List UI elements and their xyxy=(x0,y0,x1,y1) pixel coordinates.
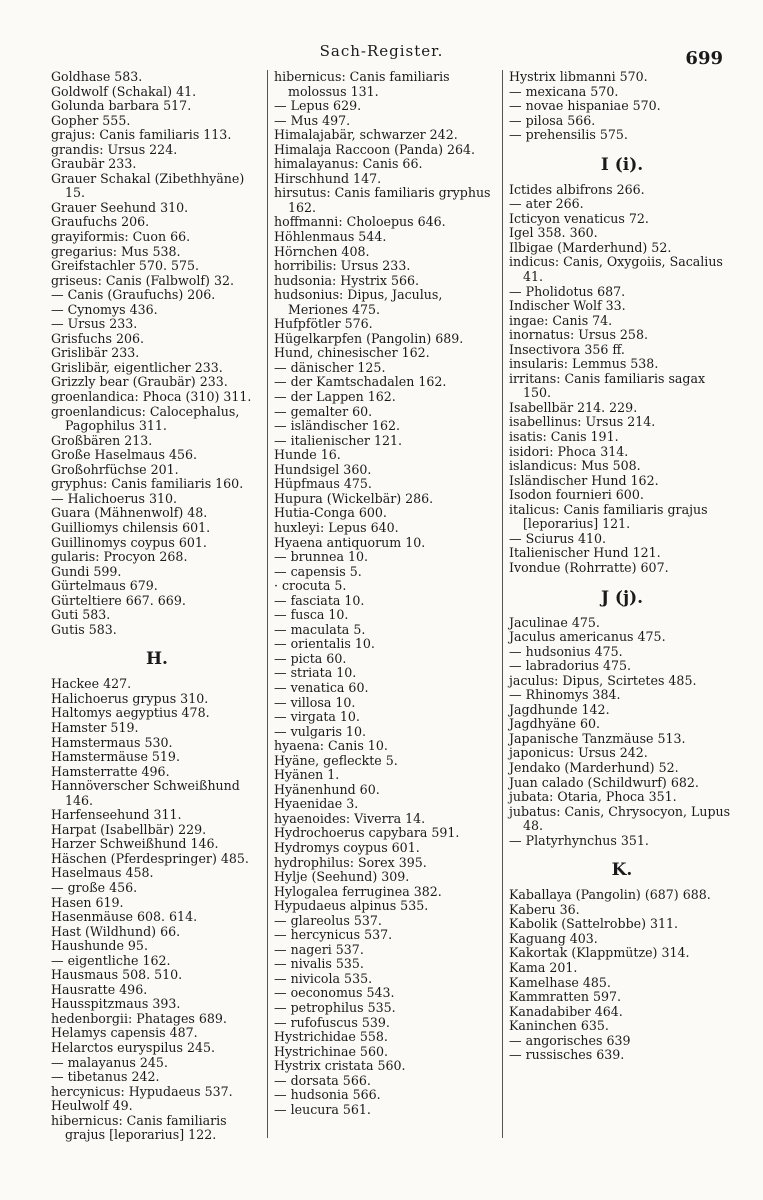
index-entry: — isländischer 162. xyxy=(274,418,400,434)
index-entry: Jaculinae 475. xyxy=(509,614,600,630)
index-entry: Hannöverscher Schweißhund 146. xyxy=(51,778,240,808)
index-entry: — pilosa 566. xyxy=(509,112,596,128)
index-entry: — labradorius 475. xyxy=(509,658,632,674)
index-entry: — oeconomus 543. xyxy=(274,985,395,1001)
section-heading: J (j). xyxy=(600,587,644,608)
index-entry: Hamster 519. xyxy=(51,719,139,735)
index-entry: Kanadabiber 464. xyxy=(509,1003,623,1019)
index-entry: italicus: Canis familiaris grajus [leporarius] 121. xyxy=(509,501,708,532)
index-entry: Gürteltiere 667. 669. xyxy=(51,592,186,608)
index-entry: Grauer Seehund 310. xyxy=(51,199,189,215)
index-entry: — große 456. xyxy=(51,879,138,895)
index-entry: — nivalis 535. xyxy=(274,956,364,972)
index-entry: — italienischer 121. xyxy=(274,432,402,448)
index-entry: Goldwolf (Schakal) 41. xyxy=(51,83,197,99)
index-entry: Indischer Wolf 33. xyxy=(509,298,626,314)
index-entry: Insectivora 356 ff. xyxy=(509,341,625,357)
index-entry: — gemalter 60. xyxy=(274,403,373,419)
index-entry: isabellinus: Ursus 214. xyxy=(509,414,656,430)
index-entry: hercynicus: Hypudaeus 537. xyxy=(51,1083,233,1099)
index-entry: — hudsonius 475. xyxy=(509,643,623,659)
index-entry: Großohrfüchse 201. xyxy=(51,461,179,477)
index-entry: — glareolus 537. xyxy=(274,912,382,928)
index-entry: — der Kamtschadalen 162. xyxy=(274,374,447,390)
index-entry: Harzer Schweißhund 146. xyxy=(51,836,219,852)
index-entry: — malayanus 245. xyxy=(51,1054,168,1070)
index-entry: Grisfuchs 206. xyxy=(51,330,145,346)
index-entry: — Pholidotus 687. xyxy=(509,283,626,299)
index-entry: himalayanus: Canis 66. xyxy=(274,156,423,172)
index-entry: Hügelkarpfen (Pangolin) 689. xyxy=(274,330,464,346)
index-entry: Hirschhund 147. xyxy=(274,170,382,186)
index-entry: ingae: Canis 74. xyxy=(509,312,613,328)
index-entry: Igel 358. 360. xyxy=(509,225,598,241)
index-entry: — fusca 10. xyxy=(274,607,349,623)
index-entry: Ictides albifrons 266. xyxy=(509,181,645,197)
index-entry: Hydrochoerus capybara 591. xyxy=(274,825,460,841)
index-entry: Greifstachler 570. 575. xyxy=(51,258,200,274)
index-entry: Icticyon venaticus 72. xyxy=(509,210,649,226)
index-entry: — picta 60. xyxy=(274,650,347,666)
index-entry: — rufofuscus 539. xyxy=(274,1014,390,1030)
index-entry: Kamelhase 485. xyxy=(509,974,611,990)
index-entry: — petrophilus 535. xyxy=(274,1000,396,1015)
index-entry: grajus: Canis familiaris 113. xyxy=(51,127,232,143)
index-entry: islandicus: Mus 508. xyxy=(509,458,641,474)
index-entry: Hystrix libmanni 570. xyxy=(509,69,648,84)
index-entry: Kaberu 36. xyxy=(509,901,580,917)
index-entry: Hundsigel 360. xyxy=(274,461,372,477)
index-entry: jaculus: Dipus, Scirtetes 485. xyxy=(509,672,697,688)
index-entry: Grislibär 233. xyxy=(51,345,140,361)
index-entry: hoffmanni: Choloepus 646. xyxy=(274,214,446,230)
index-entry: — mexicana 570. xyxy=(509,83,619,99)
index-entry: Große Haselmaus 456. xyxy=(51,447,198,463)
index-entry: Heulwolf 49. xyxy=(51,1098,133,1114)
index-entry: — venatica 60. xyxy=(274,679,369,695)
index-entry: insularis: Lemmus 538. xyxy=(509,356,659,372)
index-entry: — prehensilis 575. xyxy=(509,127,628,143)
index-entry: Hyaena antiquorum 10. xyxy=(274,534,426,550)
index-entry: Hüpfmaus 475. xyxy=(274,476,372,492)
index-entry: — angorisches 639 xyxy=(509,1032,631,1048)
index-entry: Kaninchen 635. xyxy=(509,1018,609,1034)
index-entry: gregarius: Mus 538. xyxy=(51,243,181,259)
index-entry: — russisches 639. xyxy=(509,1047,625,1063)
index-entry: hydrophilus: Sorex 395. xyxy=(274,854,427,870)
index-entry: — der Lappen 162. xyxy=(274,389,396,405)
index-entry: Hylje (Seehund) 309. xyxy=(274,869,410,885)
index-entry: Hystrix cristata 560. xyxy=(274,1058,406,1074)
index-entry: Juan calado (Schildwurf) 682. xyxy=(509,774,699,790)
index-entry: Himalaja Raccoon (Panda) 264. xyxy=(274,141,476,157)
index-entry: — vulgaris 10. xyxy=(274,723,366,739)
index-entry: Hyäne, gefleckte 5. xyxy=(274,752,398,768)
index-entry: Helamys capensis 487. xyxy=(51,1025,198,1041)
index-entry: — Mus 497. xyxy=(274,112,351,128)
index-entry: — dorsata 566. xyxy=(274,1072,371,1088)
index-entry: hudsonius: Dipus, Jaculus, Meriones 475. xyxy=(274,287,443,317)
index-entry: jubata: Otaria, Phoca 351. xyxy=(509,789,677,805)
index-entry: Haltomys aegyptius 478. xyxy=(51,705,210,721)
index-entry: — Ursus 233. xyxy=(51,316,138,332)
page-header xyxy=(0,40,763,69)
index-entry: Goldhase 583. xyxy=(51,69,143,84)
index-entry: — Cynomys 436. xyxy=(51,301,158,317)
index-entry: Großbären 213. xyxy=(51,432,153,448)
index-column-2 xyxy=(274,70,498,1117)
index-entry: Hamstermaus 530. xyxy=(51,734,173,750)
index-entry: — fasciata 10. xyxy=(274,592,365,608)
index-entry: jubatus: Canis, Chrysocyon, Lupus 48. xyxy=(509,803,731,834)
index-entry: — Platyrhynchus 351. xyxy=(509,832,649,848)
index-column-3 xyxy=(509,70,735,1063)
index-entry: Hasen 619. xyxy=(51,894,124,910)
section-heading: H. xyxy=(146,649,168,670)
index-entry: · crocuta 5. xyxy=(274,578,347,594)
index-entry: — dänischer 125. xyxy=(274,359,386,375)
index-entry: hibernicus: Canis familiaris molossus 131. xyxy=(274,69,450,99)
index-entry: Höhlenmaus 544. xyxy=(274,229,387,245)
index-entry: Hystrichidae 558. xyxy=(274,1029,388,1045)
index-entry: — tibetanus 242. xyxy=(51,1069,160,1085)
index-entry: Himalajabär, schwarzer 242. xyxy=(274,127,458,143)
index-entry: Gundi 599. xyxy=(51,563,122,579)
index-entry: — hercynicus 537. xyxy=(274,927,393,943)
index-entry: — Lepus 629. xyxy=(274,98,362,114)
index-entry: Helarctos euryspilus 245. xyxy=(51,1040,216,1055)
index-entry: Hamstermäuse 519. xyxy=(51,749,180,765)
index-entry: hibernicus: Canis familiaris grajus [leporarius] 122. xyxy=(51,1112,227,1143)
index-entry: Hypudaeus alpinus 535. xyxy=(274,898,429,914)
index-entry: Ivondue (Rohrratte) 607. xyxy=(509,559,669,575)
index-entry: Hast (Wildhund) 66. xyxy=(51,923,181,939)
index-entry: hyaena: Canis 10. xyxy=(274,738,388,754)
index-entry: — orientalis 10. xyxy=(274,636,375,652)
index-entry: — striata 10. xyxy=(274,665,357,681)
index-entry: Hausratte 496. xyxy=(51,981,148,997)
index-entry: Kakortak (Klappmütze) 314. xyxy=(509,945,690,961)
index-entry: Hausspitzmaus 393. xyxy=(51,996,181,1012)
index-entry: indicus: Canis, Oxygoiis, Sacalius 41. xyxy=(509,254,723,285)
index-entry: Isodon fournieri 600. xyxy=(509,487,644,503)
index-entry: irritans: Canis familiaris sagax 150. xyxy=(509,370,706,401)
index-entry: Grislibär, eigentlicher 233. xyxy=(51,359,223,375)
index-entry: Kabolik (Sattelrobbe) 311. xyxy=(509,916,679,932)
index-entry: — nivicola 535. xyxy=(274,970,373,986)
index-entry: grandis: Ursus 224. xyxy=(51,141,178,157)
index-entry: Grizzly bear (Graubär) 233. xyxy=(51,374,228,390)
index-entry: Halichoerus grypus 310. xyxy=(51,690,209,706)
index-entry: Gopher 555. xyxy=(51,112,131,128)
index-entry: — nageri 537. xyxy=(274,941,364,957)
index-entry: Harpat (Isabellbär) 229. xyxy=(51,821,207,837)
index-entry: Kaballaya (Pangolin) (687) 688. xyxy=(509,887,711,903)
index-entry: gryphus: Canis familiaris 160. xyxy=(51,476,244,492)
index-entry: — brunnea 10. xyxy=(274,549,369,565)
index-entry: Hupura (Wickelbär) 286. xyxy=(274,490,434,506)
index-entry: Hausmaus 508. 510. xyxy=(51,967,183,983)
index-entry: Graufuchs 206. xyxy=(51,214,150,230)
index-entry: Hutia-Conga 600. xyxy=(274,505,387,521)
index-entry: Haselmaus 458. xyxy=(51,865,154,881)
index-entry: Guti 583. xyxy=(51,607,111,623)
index-entry: Hyänenhund 60. xyxy=(274,781,380,797)
index-entry: Jagdhyäne 60. xyxy=(509,716,601,732)
index-entry: Hamsterratte 496. xyxy=(51,763,170,779)
index-entry: — virgata 10. xyxy=(274,709,360,725)
index-entry: Kama 201. xyxy=(509,959,578,975)
index-entry: — ater 266. xyxy=(509,196,584,212)
index-entry: Hunde 16. xyxy=(274,447,341,463)
section-heading: I (i). xyxy=(600,154,644,175)
index-entry: — Canis (Graufuchs) 206. xyxy=(51,287,216,303)
index-entry: hedenborgii: Phatages 689. xyxy=(51,1010,227,1026)
index-entry: Ilbigae (Marderhund) 52. xyxy=(509,239,672,255)
index-entry: Jaculus americanus 475. xyxy=(509,629,666,645)
index-entry: Isabellbär 214. 229. xyxy=(509,399,638,415)
index-entry: — Sciurus 410. xyxy=(509,530,607,546)
index-entry: Hydromys coypus 601. xyxy=(274,839,420,855)
index-entry: Japanische Tanzmäuse 513. xyxy=(509,730,686,746)
index-entry: Hylogalea ferruginea 382. xyxy=(274,883,442,899)
page-number: 699 xyxy=(685,48,723,69)
index-entry: Graubär 233. xyxy=(51,156,137,172)
index-entry: Hasenmäuse 608. 614. xyxy=(51,909,198,925)
index-column-1 xyxy=(51,70,263,1143)
index-entry: gularis: Procyon 268. xyxy=(51,549,188,565)
section-heading: K. xyxy=(611,860,633,881)
index-entry: horribilis: Ursus 233. xyxy=(274,258,411,274)
index-entry: Grauer Schakal (Zibethhyäne) 15. xyxy=(51,170,245,201)
index-entry: Hörnchen 408. xyxy=(274,243,370,259)
index-entry: Golunda barbara 517. xyxy=(51,98,192,114)
running-title: Sach-Register. xyxy=(319,42,444,60)
index-entry: japonicus: Ursus 242. xyxy=(509,745,648,761)
index-entry: — villosa 10. xyxy=(274,694,356,710)
index-entry: Guillinomys coypus 601. xyxy=(51,534,207,550)
index-entry: — novae hispaniae 570. xyxy=(509,98,661,114)
index-entry: Hystrichinae 560. xyxy=(274,1043,388,1059)
index-entry: grayiformis: Cuon 66. xyxy=(51,229,191,245)
index-entry: Hufpfötler 576. xyxy=(274,316,373,332)
index-entry: isatis: Canis 191. xyxy=(509,429,619,445)
index-entry: Hackee 427. xyxy=(51,676,132,692)
index-entry: Harfenseehund 311. xyxy=(51,807,182,823)
index-entry: Hyaenidae 3. xyxy=(274,796,359,812)
index-entry: Guara (Mähnenwolf) 48. xyxy=(51,505,208,521)
index-entry: groenlandica: Phoca (310) 311. xyxy=(51,389,252,405)
index-entry: Gürtelmaus 679. xyxy=(51,578,158,594)
index-entry: griseus: Canis (Falbwolf) 32. xyxy=(51,272,234,288)
index-entry: Kammratten 597. xyxy=(509,989,622,1005)
index-entry: hyaenoides: Viverra 14. xyxy=(274,810,426,826)
index-entry: Gutis 583. xyxy=(51,621,117,637)
index-entry: Kaguang 403. xyxy=(509,930,598,946)
index-entry: — eigentliche 162. xyxy=(51,952,171,968)
index-entry: Isländischer Hund 162. xyxy=(509,472,659,488)
index-entry: Jagdhunde 142. xyxy=(509,701,610,717)
index-entry: groenlandicus: Calocephalus, Pagophilus 311. xyxy=(51,403,240,434)
index-entry: — leucura 561. xyxy=(274,1101,371,1117)
index-entry: Guilliomys chilensis 601. xyxy=(51,519,211,535)
index-entry: — hudsonia 566. xyxy=(274,1087,381,1103)
index-entry: inornatus: Ursus 258. xyxy=(509,327,648,343)
index-entry: — Halichoerus 310. xyxy=(51,490,177,506)
index-entry: Italienischer Hund 121. xyxy=(509,545,661,561)
index-entry: — maculata 5. xyxy=(274,621,366,637)
index-entry: Jendako (Marderhund) 52. xyxy=(509,759,679,775)
column-divider xyxy=(267,70,268,1138)
index-entry: huxleyi: Lepus 640. xyxy=(274,519,399,535)
index-entry: hudsonia: Hystrix 566. xyxy=(274,272,420,288)
index-entry: isidori: Phoca 314. xyxy=(509,443,629,459)
column-divider xyxy=(502,70,503,1138)
index-entry: — Rhinomys 384. xyxy=(509,687,621,703)
index-entry: Hund, chinesischer 162. xyxy=(274,345,430,361)
index-entry: Haushunde 95. xyxy=(51,938,148,954)
index-entry: Hyänen 1. xyxy=(274,767,340,783)
index-entry: — capensis 5. xyxy=(274,563,362,579)
index-entry: Häschen (Pferdespringer) 485. xyxy=(51,850,249,866)
index-entry: hirsutus: Canis familiaris gryphus 162. xyxy=(274,185,491,215)
